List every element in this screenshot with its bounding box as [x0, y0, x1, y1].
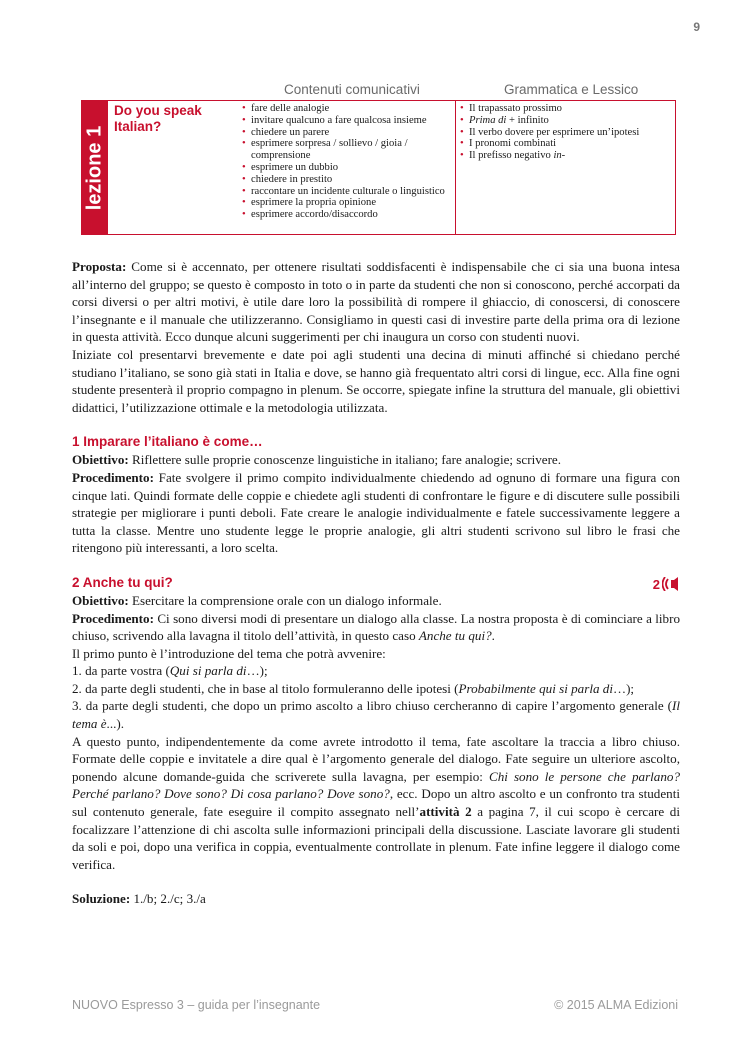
proposta-paragraph-2: Iniziate col presentarvi brevemente e date poi agli studenti una decina di minuti affinché si chiedano perché studiano l’italiano, se sono già stati in Italia e dove, se hanno già frequentato altri corsi di lingue, ecc. Alla fine ogni studente presenterà il proprio compagno in plenum. Se occorre, spiegate infine la struttura del manuale, gli obiettivi didattici, l’utilizzazione ottimale e la metodologia utilizzata. — [72, 346, 680, 415]
page-number: 9 — [693, 20, 700, 34]
contenuti-column — [238, 101, 456, 234]
obiettivo-label: Obiettivo: — [72, 592, 129, 608]
paragraph-text: , ecc. Dopo un altro ascolto e un confronto tra studenti sul contenuto generale, fate eseguire il compito assegnato nell’ — [72, 786, 680, 820]
list-item-1 — [72, 662, 680, 680]
grammatica-item: • I pronomi combinati — [460, 138, 671, 150]
track-number: 2 — [652, 576, 660, 592]
paragraph-text: A questo punto, indipendentemente da come avrete introdotto il tema, fate ascoltare la traccia a libro chiuso. Formate delle coppie e invitatele a dire qual è l’argomento generale del dialogo. Fate seguire un ulteriore ascolto, ponendo alcune domande-guida che scriverete sulla lavagna, per esempio: — [72, 733, 680, 784]
grammatica-item: • Il trapassato prossimo — [460, 103, 671, 115]
contenuti-item: • chiedere in prestito — [242, 174, 451, 186]
proposta-paragraph — [72, 258, 680, 346]
procedimento-label: Procedimento: — [72, 469, 154, 485]
section-2-title: 2 Anche tu qui? — [72, 574, 173, 590]
list-text: ...). — [106, 716, 125, 732]
list-italic: Probabilmente qui si parla di — [458, 680, 613, 696]
list-text: …); — [612, 680, 635, 696]
header-grammatica: Grammatica e Lessico — [504, 82, 639, 97]
section-1-obiettivo — [72, 451, 680, 469]
soluzione — [72, 890, 680, 908]
section-1-procedimento — [72, 469, 680, 557]
section-2-heading — [72, 574, 680, 591]
contenuti-item: • esprimere la propria opinione — [242, 197, 451, 209]
section-2-obiettivo — [72, 592, 680, 610]
section-2-paragraph — [72, 733, 680, 874]
contenuti-item: • raccontare un incidente culturale o linguistico — [242, 186, 451, 198]
proposta-label: Proposta: — [72, 259, 127, 274]
footer-right: © 2015 ALMA Edizioni — [554, 998, 678, 1012]
paragraph-text: a pagina 7, il cui scopo è cercare di focalizzare l’attenzione di chi ascolta sulle informazioni principali della discussione. Lasciate lavorare gli studenti da soli e poi, dopo una verifica in coppia, eventualmente controllate in plenum. Fate infine leggere il dialogo come verifica. — [72, 804, 680, 872]
audio-track-badge[interactable] — [653, 576, 680, 593]
lesson-label: lezione 1 — [83, 125, 106, 210]
list-text: 2. da parte degli studenti, che in base al titolo formuleranno delle ipotesi ( — [72, 680, 459, 696]
header-contenuti: Contenuti comunicativi — [284, 82, 420, 97]
paragraph-italic: Chi sono le persone che parlano? Perché parlano? Dove sono? Di cosa parlano? Dove sono? — [72, 768, 680, 802]
obiettivo-label: Obiettivo: — [72, 452, 129, 468]
obiettivo-text: Riflettere sulle proprie conoscenze linguistiche in italiano; fare analogie; scrivere. — [128, 452, 562, 468]
obiettivo-text: Esercitare la comprensione orale con un dialogo informale. — [128, 592, 442, 608]
list-text: 3. da parte degli studenti, che dopo un primo ascolto a libro chiuso cercheranno di capire l’argomento generale ( — [72, 698, 672, 714]
procedimento-label: Procedimento: — [72, 610, 154, 626]
soluzione-text: 1./b; 2./c; 3./a — [130, 891, 206, 907]
procedimento-text: Fate svolgere il primo compito individualmente chiedendo ad ognuno di formare una figura con cinque lati. Quindi formate delle coppie e chiedete agli studenti di confrontare le figure e di discutere sulle possibili strategie per migliorare i punti deboli. Fate creare le analogie individualmente e fatele successivamente leggere a tutta la classe. Mentre uno studente legge le proprie analogie, gli altri studenti scrivono sul libro le frasi che ritengono più interessanti, a loro scelta. — [72, 469, 680, 556]
grammatica-item — [460, 115, 671, 127]
primo-punto: Il primo punto è l’introduzione del tema che potrà avvenire: — [72, 645, 386, 661]
grammatica-text: Il prefisso negativo — [469, 150, 554, 162]
contenuti-item: • esprimere sorpresa / sollievo / gioia / comprensione — [242, 138, 451, 162]
section-1-title: 1 Imparare l’italiano è come… — [72, 434, 263, 450]
grammatica-text: + infinito — [506, 114, 549, 126]
list-italic: Qui si parla di — [169, 663, 247, 679]
list-text: 1. da parte vostra ( — [72, 663, 170, 679]
contenuti-item: • invitare qualcuno a fare qualcosa insieme — [242, 115, 451, 127]
grammatica-column — [456, 101, 675, 234]
lesson-label-band — [82, 101, 108, 234]
list-text: …); — [246, 663, 268, 679]
grammatica-item: • Il verbo dovere per esprimere un’ipotesi — [460, 127, 671, 139]
list-item-3 — [72, 697, 680, 732]
grammatica-item — [460, 150, 671, 162]
contenuti-item: • chiedere un parere — [242, 127, 451, 139]
list-italic: Il tema è — [72, 698, 680, 732]
main-text — [72, 258, 680, 908]
proposta-text: Come si è accennato, per ottenere risultati soddisfacenti è indispensabile che ci sia una buona intesa all’interno del gruppo; se questo è composto in toto o in parte da studenti che non si conoscono, perché accorpati da corsi diversi o per altri motivi, è utile dare loro la possibilità di rompere il ghiaccio, di conoscersi, di conoscere l’insegnante e il manuale che utilizzeranno. Consigliamo in questi casi di investire parte della prima ora di lezione in questa attività. Ecco dunque alcuni suggerimenti per chi inaugura un corso con studenti nuovi. — [72, 259, 680, 345]
lesson-overview-table — [81, 100, 676, 235]
soluzione-label: Soluzione: — [72, 891, 131, 907]
procedimento-end: . — [491, 628, 495, 644]
section-2-procedimento — [72, 610, 680, 645]
procedimento-text: Ci sono diversi modi di presentare un dialogo alla classe. La nostra proposta è di cominciare a libro chiuso, scrivendo alla lavagna il titolo dell’attività, in questo caso — [72, 610, 680, 644]
contenuti-item: • esprimere un dubbio — [242, 162, 451, 174]
list-item-2 — [72, 680, 680, 698]
grammatica-italic: in- — [553, 150, 566, 162]
paragraph-bold: attività 2 — [419, 804, 472, 820]
contenuti-item: • fare delle analogie — [242, 103, 451, 115]
contenuti-item: • esprimere accordo/disaccordo — [242, 209, 451, 221]
grammatica-italic: Prima di — [469, 114, 507, 126]
lesson-title: Do you speak Italian? — [114, 103, 202, 134]
speaker-icon — [662, 577, 680, 591]
footer-left: NUOVO Espresso 3 – guida per l’insegnante — [72, 998, 321, 1012]
activity-title-italic: Anche tu qui? — [418, 628, 492, 644]
